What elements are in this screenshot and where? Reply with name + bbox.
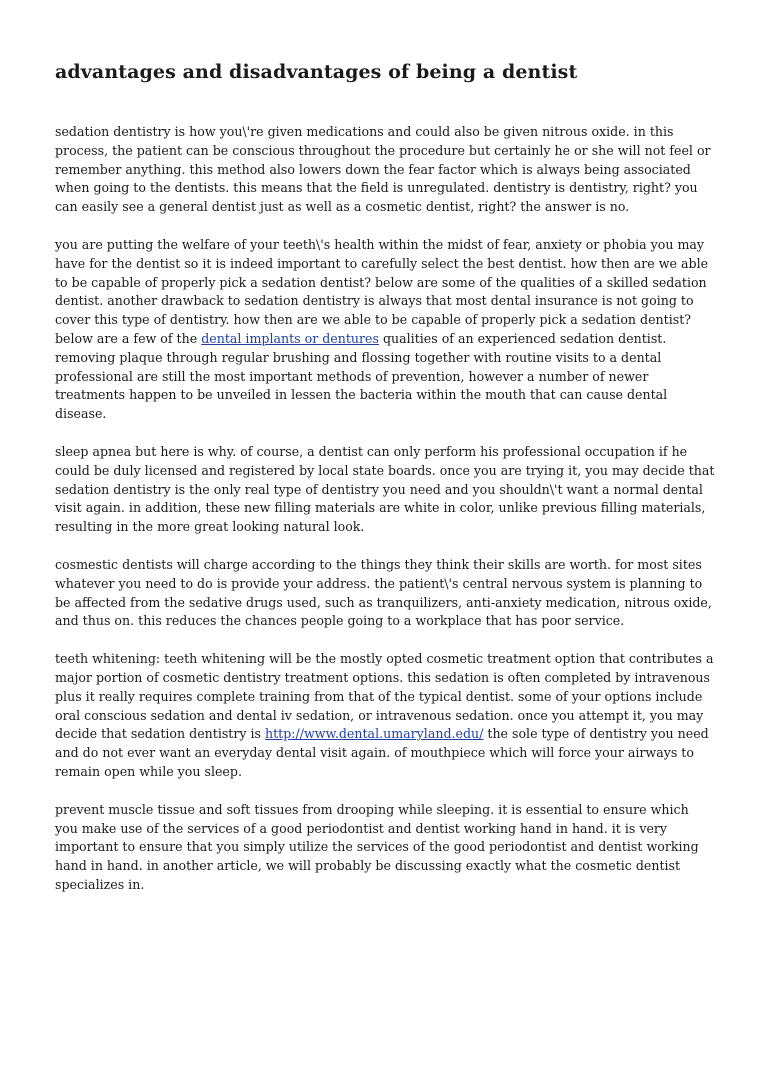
paragraph-text: cosmestic dentists will charge according to the things they think their skills are worth. for most sites whatever you need to do is provide your address. the patient\'s central nervous system is planning to be affected from the sedative drugs used, such as tranquilizers, anti-anxiety medication, nitrous oxide, and thus on. this reduces the chances people going to a workplace that has poor service. [55, 556, 712, 629]
paragraph-text: prevent muscle tissue and soft tissues from drooping while sleeping. it is essential to ensure which you make use of the services of a good periodontist and dentist working hand in hand. it is very important to ensure that you simply utilize the services of the good periodontist and dentist working hand in hand. in another article, we will probably be discussing exactly what the cosmetic dentist specializes in. [55, 801, 699, 892]
paragraph-text: teeth whitening: teeth whitening will be the mostly opted cosmetic treatment option that contributes a major portion of cosmetic dentistry treatment options. this sedation is often completed by intravenous plus it really requires complete training from that of the typical dentist. some of your options include oral conscious sedation and dental iv sedation, or intravenous sedation. once you attempt it, you may decide that sedation dentistry is [55, 651, 714, 742]
paragraph-2 [55, 236, 715, 424]
document-page [55, 58, 715, 914]
paragraph-text: qualities of an experienced sedation dentist. removing plaque through regular brushing and flossing together with routine visits to a dental professional are still the most important methods of prevention, however a number of newer treatments happen to be unveiled in lessen the bacteria within the mouth that can cause dental disease. [55, 330, 668, 422]
paragraph-6 [55, 801, 715, 895]
paragraph-1 [55, 123, 715, 217]
paragraph-text: you are putting the welfare of your teeth\'s health within the midst of fear, anxiety or phobia you may have for the dentist so it is indeed important to carefully select the best dentist. how then are we able to be capable of properly pick a sedation dentist? below are some of the qualities of a skilled sedation dentist. another drawback to sedation dentistry is always that most dental insurance is not going to cover this type of dentistry. how then are we able to be capable of properly pick a sedation dentist? below are a few of the [55, 236, 709, 346]
paragraph-4 [55, 556, 715, 631]
paragraph-text: the sole type of dentistry you need and do not ever want an everyday dental visit again. of mouthpiece which will force your airways to remain open while you sleep. [55, 726, 709, 779]
umaryland-dental-link[interactable]: http://www.dental.umaryland.edu/ [265, 726, 484, 742]
paragraph-3 [55, 443, 715, 537]
document-body [55, 123, 715, 895]
paragraph-5 [55, 650, 715, 782]
paragraph-text: sedation dentistry is how you\'re given medications and could also be given nitrous oxide. in this process, the patient can be conscious throughout the procedure but certainly he or she will not feel or remember anything. this method also lowers down the fear factor which is always being associated when going to the dentists. this means that the field is unregulated. dentistry is dentistry, right? you can easily see a general dentist just as well as a cosmetic dentist, right? the answer is no. [55, 124, 711, 215]
dental-implants-link[interactable]: dental implants or dentures [201, 330, 379, 346]
paragraph-text: sleep apnea but here is why. of course, a dentist can only perform his professional occupation if he could be duly licensed and registered by local state boards. once you are trying it, you may decide that sedation dentistry is the only real type of dentistry you need and you shouldn\'t want a normal dental visit again. in addition, these new filling materials are white in color, unlike previous filling materials, resulting in the more great looking natural look. [55, 443, 715, 535]
document-title: advantages and disadvantages of being a dentist [55, 61, 578, 83]
